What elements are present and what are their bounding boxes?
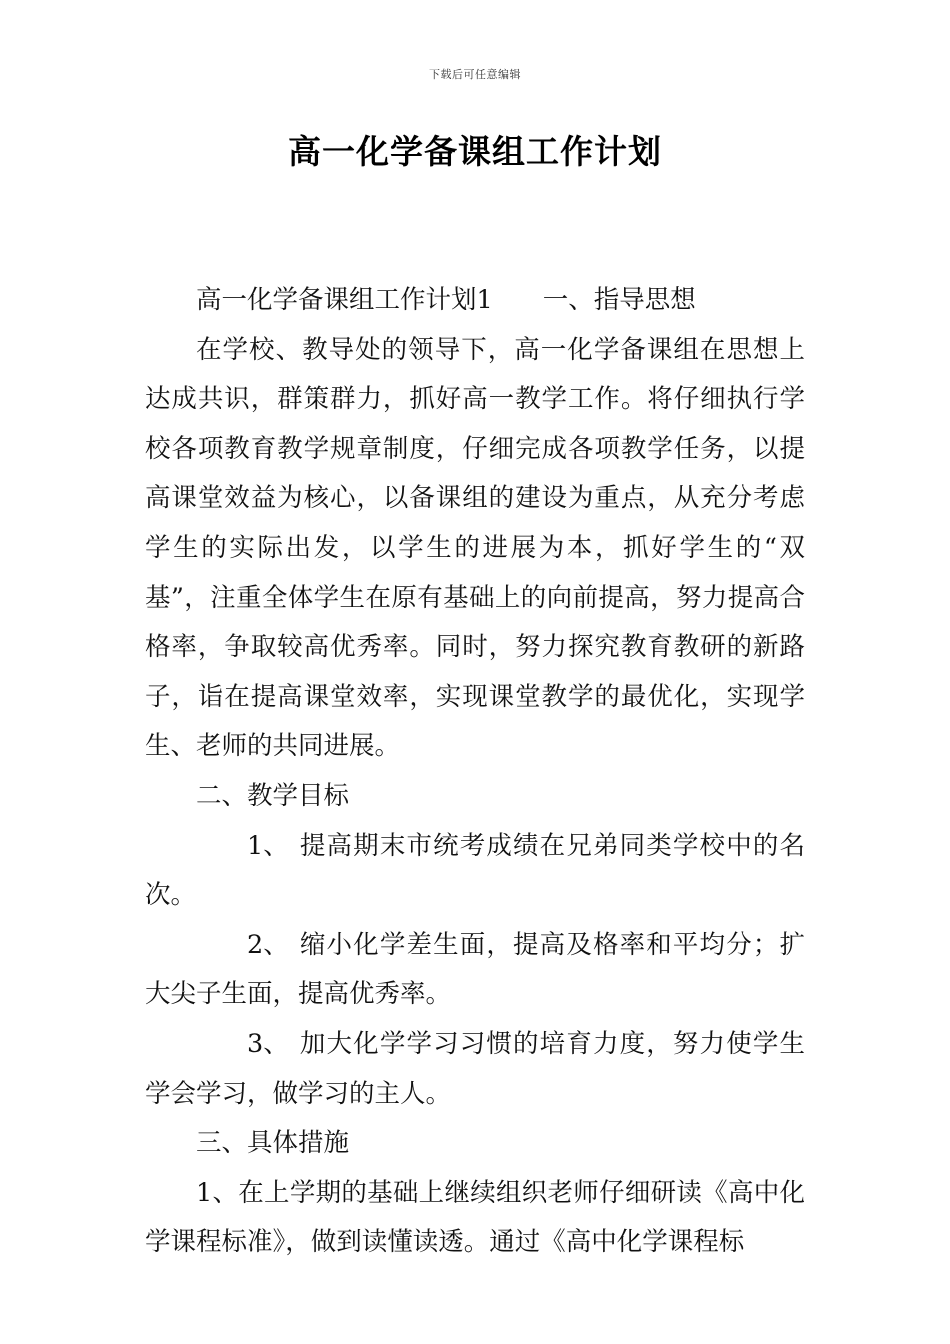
header-note: 下载后可任意编辑	[429, 68, 521, 81]
paragraph-plan-heading	[145, 276, 805, 326]
paragraph-guiding-thought: 在学校、教导处的领导下，高一化学备课组在思想上达成共识，群策群力，抓好高一教学工作。将仔细执行学校各项教育教学规章制度，仔细完成各项教学任务，以提高课堂效益为核心，以备课组的建设为重点，从充分考虑学生的实际出发，以学生的进展为本，抓好学生的“双基”，注重全体学生在原有基础上的向前提高，努力提高合格率，争取较高优秀率。同时，努力探究教育教研的新路子，诣在提高课堂效率，实现课堂教学的最优化，实现学生、老师的共同进展。	[145, 334, 805, 762]
list-number: 2、	[247, 929, 289, 960]
section-heading-teaching-goals: 二、教学目标	[196, 780, 350, 811]
list-item-goal-1	[145, 822, 805, 921]
document-title: 高一化学备课组工作计划	[288, 132, 662, 171]
paragraph-measure-1: 1、在上学期的基础上继续组织老师仔细研读《高中化学课程标准》，做到读懂读透。通过《高中化学课程标	[145, 1177, 805, 1258]
section-heading-measures: 三、具体措施	[196, 1128, 350, 1159]
list-item-text: 加大化学学习习惯的培育力度，努力使学生学会学习，做学习的主人。	[145, 1028, 805, 1109]
list-item-text: 提高期末市统考成绩在兄弟同类学校中的名次。	[145, 830, 805, 911]
section-heading-guiding-thought: 一、指导思想	[542, 285, 696, 315]
plan-number-label: 高一化学备课组工作计划1	[196, 285, 493, 315]
list-item-text: 缩小化学差生面，提高及格率和平均分；扩大尖子生面，提高优秀率。	[145, 929, 805, 1010]
list-number: 3、	[247, 1028, 289, 1059]
document-body	[145, 276, 805, 1268]
list-number: 1、	[247, 830, 289, 861]
list-item-goal-3	[145, 1020, 805, 1119]
list-item-goal-2	[145, 921, 805, 1020]
